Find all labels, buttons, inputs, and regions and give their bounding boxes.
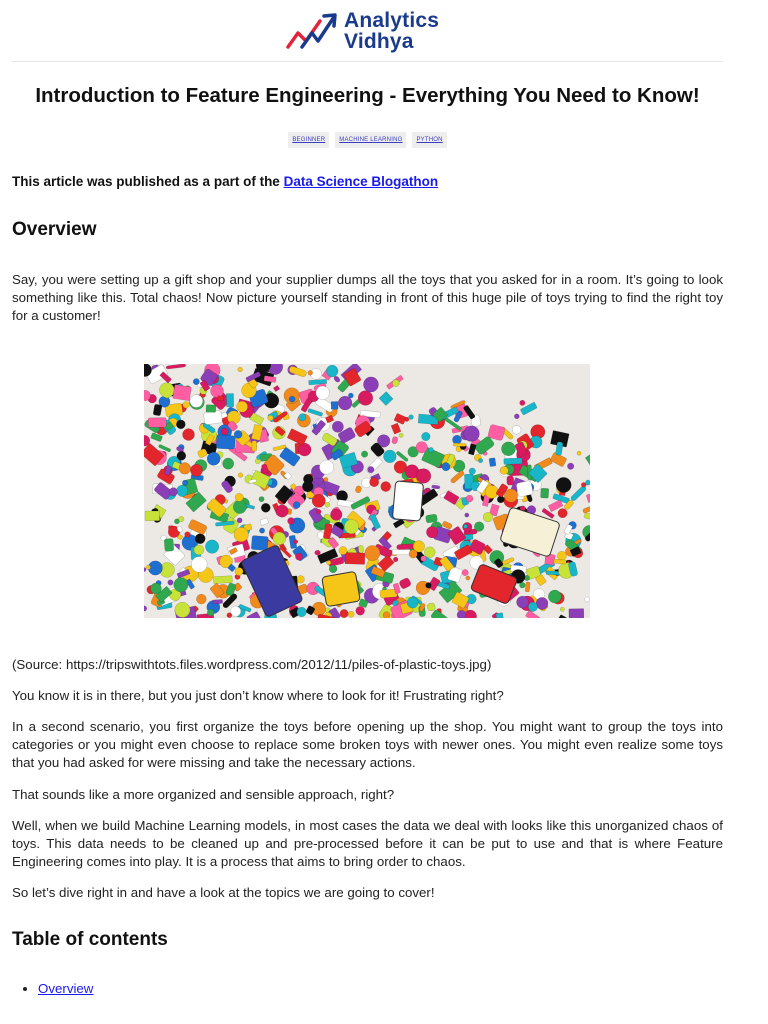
tag-python[interactable]: PYTHON (412, 132, 446, 148)
blogathon-link[interactable]: Data Science Blogathon (283, 174, 439, 189)
intro-paragraph: Say, you were setting up a gift shop and your supplier dumps all the toys that you asked for in a room. It’s going to look something like this. Total chaos! Now picture yourself standing in front of this huge pile of toys trying to find the right toy for a customer! (12, 272, 723, 324)
toc-item (38, 981, 756, 996)
analytics-vidhya-logo[interactable] (286, 8, 439, 54)
blogathon-note (12, 174, 756, 189)
body-paragraph: So let’s dive right in and have a look at the topics we are going to cover! (12, 885, 435, 901)
body-paragraph: That sounds like a more organized and sensible approach, right? (12, 786, 395, 802)
trend-arrow-icon (286, 11, 340, 51)
blogathon-note-text: This article was published as a part of the (12, 174, 284, 189)
toc-heading: Table of contents (12, 928, 168, 950)
tag-beginner[interactable]: BEGINNER (288, 132, 329, 148)
image-source-caption: (Source: https://tripswithtots.files.wordpress.com/2012/11/piles-of-plastic-toys.jpg) (12, 656, 492, 672)
toy-pile-image (144, 364, 590, 618)
article-title: Introduction to Feature Engineering - Everything You Need to Know! (35, 84, 700, 107)
logo-line-2: Vidhya (344, 30, 414, 53)
tag-list (12, 132, 723, 148)
body-paragraph: Well, when we build Machine Learning models, in most cases the data we deal with looks like this unorganized chaos of toys. This data needs to be cleaned up and pre-processed before it can be put to use and that is where Feature Engineering comes into play. It is a process that aims to bring order to chaos. (12, 817, 723, 870)
toc-list (38, 981, 756, 996)
tag-machine-learning[interactable]: MACHINE LEARNING (335, 132, 406, 148)
body-paragraph: You know it is in there, but you just don’t know where to look for it! Frustrating right? (12, 687, 504, 703)
site-header (12, 0, 723, 62)
logo-wordmark (344, 10, 439, 52)
overview-heading: Overview (12, 219, 97, 240)
body-paragraph: In a second scenario, you first organize the toys before opening up the shop. You might want to group the toys into categories or you might even choose to replace some broken toys with newer ones. You might even realize some toys that you had asked for were missing and take the necessary actions. (12, 719, 723, 771)
logo-line-1: Analytics (344, 9, 440, 32)
toc-link-overview[interactable]: Overview (38, 980, 94, 996)
